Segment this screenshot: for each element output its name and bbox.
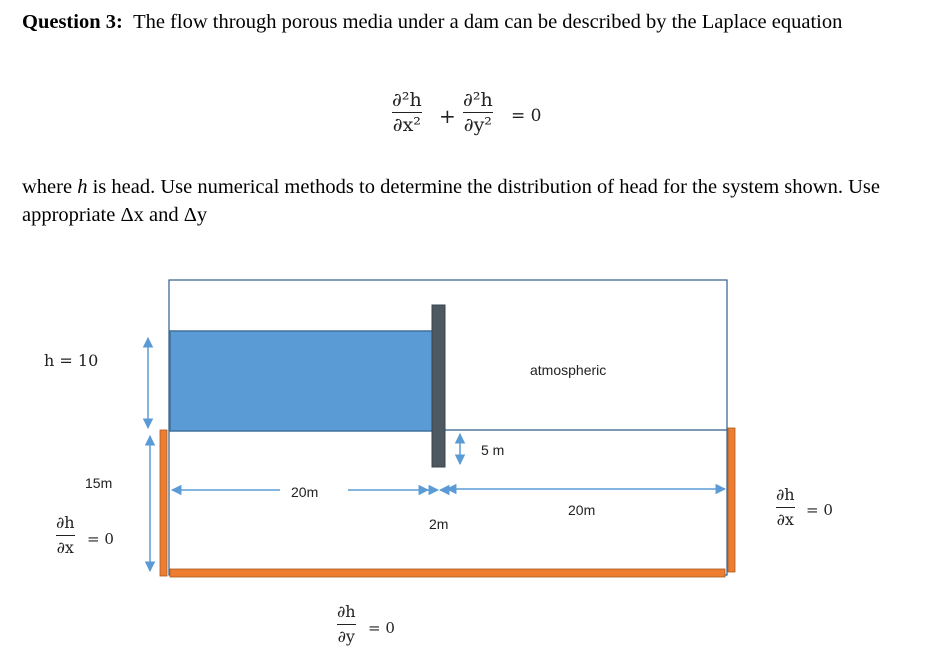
- bottom-bc-denominator: ∂y: [337, 627, 355, 646]
- dam-width-label: 2m: [429, 516, 449, 532]
- equation-term2-numerator: ∂²h: [463, 89, 493, 111]
- head-label: h = 10: [44, 351, 99, 370]
- description-part1: where: [22, 176, 78, 198]
- left-boundary: [160, 430, 167, 576]
- right-bc-rhs: = 0: [806, 501, 833, 519]
- right-bc: [776, 484, 795, 531]
- description-part2: is head. Use numerical methods to determine the distribution of head for the system shown. Use appropriate Δx and Δy: [22, 176, 880, 226]
- description-var: h: [77, 176, 88, 198]
- dam-structure: [432, 305, 445, 467]
- left-width-label: 20m: [291, 484, 319, 500]
- depth-label: 15m: [85, 475, 113, 491]
- equation-term1-denominator: ∂x²: [392, 114, 421, 136]
- bottom-bc: [337, 601, 356, 648]
- left-bc: [56, 512, 75, 559]
- right-width-label: 20m: [568, 502, 596, 518]
- equation-term2-denominator: ∂y²: [463, 114, 492, 136]
- atmospheric-label: atmospheric: [530, 362, 607, 378]
- equation-rhs: = 0: [511, 106, 542, 126]
- question-body: The flow through porous media under a dam can be described by the Laplace equation: [133, 11, 843, 33]
- left-bc-rhs: = 0: [87, 530, 114, 548]
- dam-depth-label: 5 m: [481, 442, 505, 458]
- right-bc-numerator: ∂h: [776, 485, 795, 504]
- bottom-bc-rhs: = 0: [368, 619, 395, 637]
- bottom-boundary: [170, 569, 725, 577]
- equation-plus: +: [439, 104, 456, 128]
- left-bc-numerator: ∂h: [56, 513, 75, 532]
- left-bc-denominator: ∂x: [56, 538, 74, 557]
- bottom-bc-numerator: ∂h: [337, 602, 356, 621]
- right-bc-denominator: ∂x: [776, 510, 794, 529]
- reservoir-water: [170, 331, 433, 431]
- equation-term1-numerator: ∂²h: [392, 89, 422, 111]
- right-boundary: [728, 428, 735, 572]
- question-label: Question 3:: [22, 11, 123, 33]
